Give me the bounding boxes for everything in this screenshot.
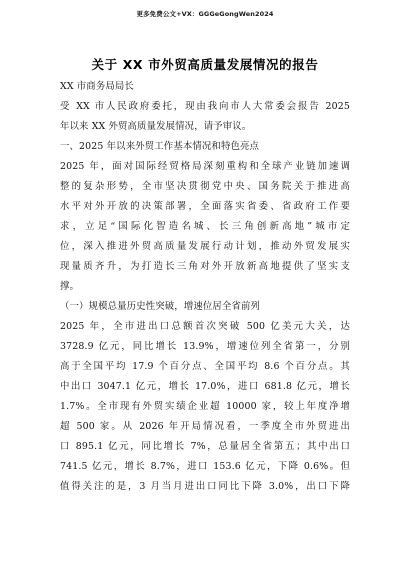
subsection-heading: （一）规模总量历史性突破，增速位居全省前列 [60,301,261,312]
text-line: 位，深入推进外贸高质量发展行动计划，推动外贸发展实 [60,241,350,252]
text-line: 3728.9 亿元，同比增长 13.9%，增速位列全省第一，分别 [60,341,350,352]
paragraph-overview [60,157,350,297]
text-line: 超 500 家。从 2026 年开局情况看，一季度全市外贸进出 [60,421,350,432]
watermark-text: 更多免费公文+VX：GGGeGongWen2024 [136,10,274,18]
text-line: 撑。 [60,281,80,292]
intro-paragraph [60,97,350,137]
text-line: 2025 年，面对国际经贸格局深刻重构和全球产业链加速调 [60,161,350,172]
document-body [60,77,350,497]
text-line: 值得关注的是，3 月当月进出口同比下降 3.0%，出口下降 [60,481,350,492]
text-line: 2025 年，全市进出口总额首次突破 500 亿美元大关，达 [60,321,350,332]
text-line: 高于全国平均 17.9 个百分点、全国平均 8.6 个百分点。其 [60,361,350,372]
author-line: XX 市商务局局长 [60,81,134,92]
text-line: 水平对外开放的决策部署，全面落实省委、省政府工作要 [60,201,350,212]
text-line: 求，立足“国际化智造名城、长三角创新高地”城市定 [60,221,350,232]
document-title: 关于 XX 市外贸高质量发展情况的报告 [91,57,319,72]
text-line: 现量质齐升，为打造长三角对外开放新高地提供了坚实支 [60,261,350,272]
section-heading: 一、2025 年以来外贸工作基本情况和特色亮点 [60,141,260,152]
text-line: 年以来 XX 外贸高质量发展情况，请予审议。 [60,121,252,132]
text-line: 中出口 3047.1 亿元，增长 17.0%，进口 681.8 亿元，增长 [60,381,350,392]
text-line: 受 XX 市人民政府委托，现由我向市人大常委会报告 2025 [60,101,350,112]
paragraph-scale [60,317,350,497]
text-line: 整的复杂形势，全市坚决贯彻党中央、国务院关于推进高 [60,181,350,192]
text-line: 741.5 亿元，增长 8.7%，进口 153.6 亿元，下降 0.6%。但 [60,461,350,472]
text-line: 1.7%。全市现有外贸实绩企业超 10000 家，较上年度净增 [60,401,350,412]
text-line: 口 895.1 亿元，同比增长 7%，总量居全省第五；其中出口 [60,441,350,452]
